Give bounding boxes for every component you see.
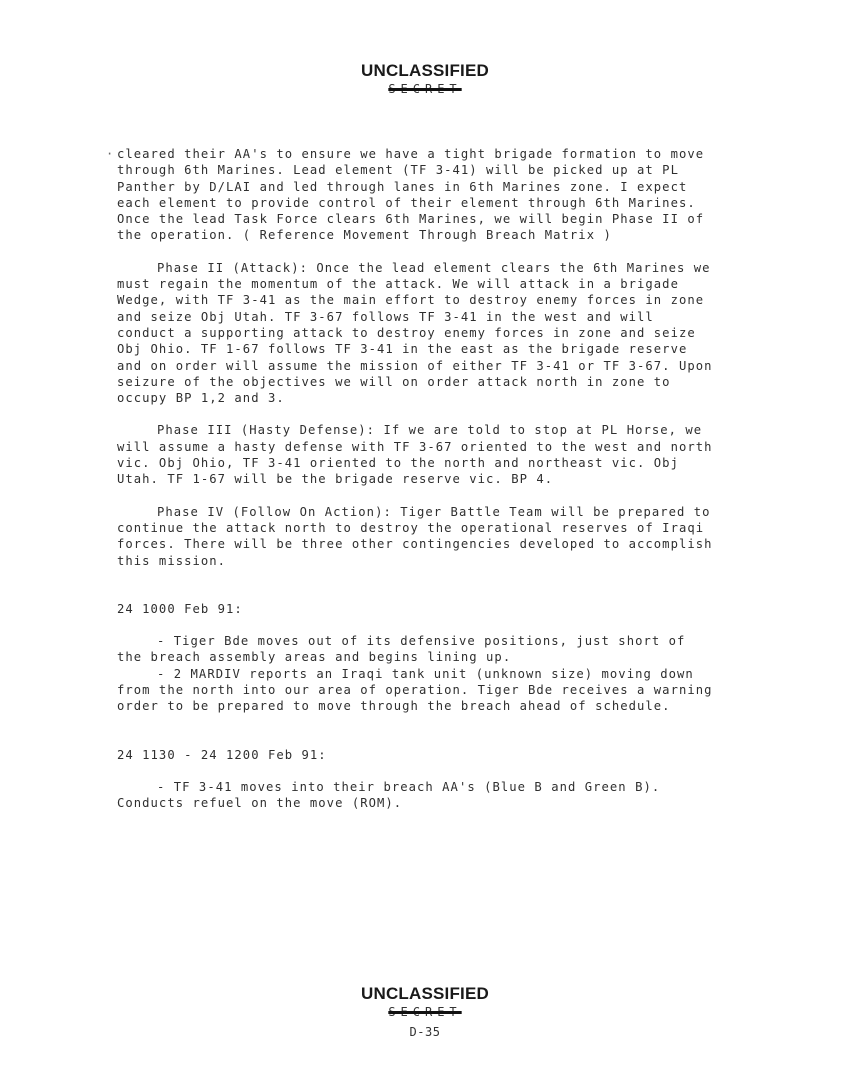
scan-mark: ·: [106, 147, 114, 161]
header-struck-marking: [0, 82, 850, 96]
phase-4-paragraph: Phase IV (Follow On Action): Tiger Battle Team will be prepared to continue the attack north to destroy the operational reserves of Iraqi forces. There will be three other contingencies developed to accomplish this mission.: [117, 504, 713, 568]
footer-classification: UNCLASSIFIED: [360, 984, 490, 1003]
log-entry: [117, 601, 717, 715]
log-entry-heading: 24 1000 Feb 91:: [117, 601, 243, 616]
document-body: [117, 146, 717, 812]
header-struck-text: SECRET: [388, 82, 462, 96]
log-entry-item: - Tiger Bde moves out of its defensive positions, just short of the breach assembly areas and begins lining up.: [117, 634, 686, 665]
log-entry-item: - TF 3-41 moves into their breach AA's (Blue B and Green B). Conducts refuel on the move (ROM).: [117, 779, 661, 811]
header-classification: UNCLASSIFIED: [360, 61, 490, 80]
log-entry-heading: 24 1130 - 24 1200 Feb 91:: [117, 747, 327, 762]
log-entry: [117, 747, 717, 812]
log-entry-item: - 2 MARDIV reports an Iraqi tank unit (unknown size) moving down from the north into our area of operation. Tiger Bde receives a warning order to be prepared to move through the breach ahead of schedule.: [117, 666, 713, 714]
continuation-paragraph: cleared their AA's to ensure we have a tight brigade formation to move through 6th Marines. Lead element (TF 3-41) will be picked up at PL Panther by D/LAI and led through lanes in 6th Marines zone. I expect each element to provide control of their element through 6th Marines. Once the lead Task Force clears 6th Marines, we will begin Phase II of the operation. ( Reference Movement Through Breach Matrix ): [117, 147, 705, 243]
phase-2-paragraph: Phase II (Attack): Once the lead element clears the 6th Marines we must regain the momentum of the attack. We will attack in a brigade Wedge, with TF 3-41 as the main effort to destroy enemy forces in zone and seize Obj Utah. TF 3-67 follows TF 3-41 in the west and will conduct a supporting attack to destroy enemy forces in zone and seize Obj Ohio. TF 1-67 follows TF 3-41 in the east as the brigade reserve and on order will assume the mission of either TF 3-41 or TF 3-67. Upon seizure of the objectives we will on order attack north in zone to occupy BP 1,2 and 3.: [117, 260, 713, 406]
phase-3-paragraph: Phase III (Hasty Defense): If we are told to stop at PL Horse, we will assume a hasty defense with TF 3-67 oriented to the west and north vic. Obj Ohio, TF 3-41 oriented to the north and northeast vic. Obj Utah. TF 1-67 will be the brigade reserve vic. BP 4.: [117, 423, 713, 487]
page-number: D-35: [409, 1025, 441, 1039]
footer-struck-marking: [0, 1005, 850, 1019]
footer-struck-text: SECRET: [388, 1005, 462, 1019]
